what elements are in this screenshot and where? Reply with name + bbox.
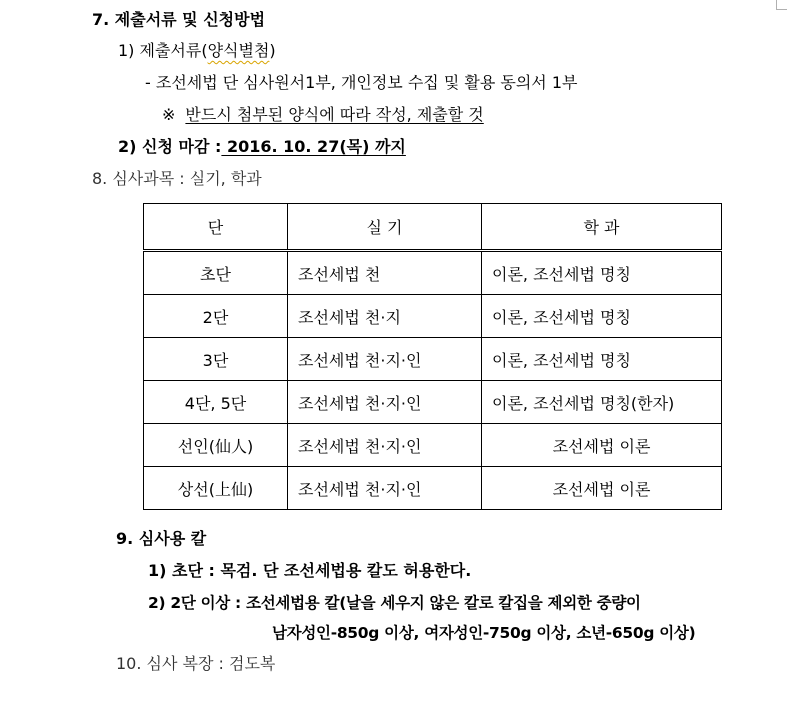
cell-dan: 4단, 5단 <box>144 381 288 424</box>
cell-dan: 3단 <box>144 338 288 381</box>
header-dan: 단 <box>144 204 288 251</box>
cell-theory: 조선세법 이론 <box>482 424 722 467</box>
cell-theory: 이론, 조선세법 명칭 <box>482 251 722 295</box>
cell-theory: 이론, 조선세법 명칭 <box>482 295 722 338</box>
exam-subjects-table <box>143 203 722 510</box>
cell-dan: 초단 <box>144 251 288 295</box>
section-9-heading: 9. 심사용 칼 <box>116 529 207 548</box>
attachment-link-text: 양식별첨 <box>207 41 270 60</box>
table-row <box>144 467 722 510</box>
cell-theory: 이론, 조선세법 명칭(한자) <box>482 381 722 424</box>
section-7-heading: 7. 제출서류 및 신청방법 <box>92 10 266 29</box>
deadline-label: 2) 신청 마감 : <box>118 137 222 156</box>
header-theory: 학 과 <box>482 204 722 251</box>
cell-practical: 조선세법 천·지·인 <box>288 467 482 510</box>
cell-theory: 이론, 조선세법 명칭 <box>482 338 722 381</box>
section-7-dash-line: - 조선세법 단 심사원서1부, 개인정보 수집 및 활용 동의서 1부 <box>145 73 578 92</box>
cell-theory: 조선세법 이론 <box>482 467 722 510</box>
cell-dan: 2단 <box>144 295 288 338</box>
note-text: 반드시 첨부된 양식에 따라 작성, 제출할 것 <box>185 105 484 124</box>
section-8-heading: 8. 심사과목 : 실기, 학과 <box>92 169 262 188</box>
item-1-suffix: ) <box>269 41 276 60</box>
table-row <box>144 251 722 295</box>
cell-practical: 조선세법 천·지·인 <box>288 424 482 467</box>
item-1-prefix: 1) 제출서류( <box>118 41 208 60</box>
table-row <box>144 381 722 424</box>
section-9-item-2-line-1: 2) 2단 이상 : 조선세법용 칼(날을 세우지 않은 칼로 칼집을 제외한 중량이 <box>148 594 641 612</box>
cell-practical: 조선세법 천·지·인 <box>288 381 482 424</box>
section-7-item-2 <box>118 136 406 158</box>
table-row <box>144 424 722 467</box>
section-10-heading: 10. 심사 복장 : 검도복 <box>116 654 276 673</box>
section-7-note <box>162 104 484 126</box>
cell-practical: 조선세법 천 <box>288 251 482 295</box>
cell-practical: 조선세법 천·지 <box>288 295 482 338</box>
deadline-value: 2016. 10. 27(목) 까지 <box>221 137 406 156</box>
header-practical: 실 기 <box>288 204 482 251</box>
cell-practical: 조선세법 천·지·인 <box>288 338 482 381</box>
page-corner-mark <box>776 0 787 10</box>
cell-dan: 선인(仙人) <box>144 424 288 467</box>
section-9-item-2-line-2: 남자성인-850g 이상, 여자성인-750g 이상, 소년-650g 이상) <box>272 624 696 642</box>
table-row <box>144 338 722 381</box>
reference-mark-icon: ※ <box>162 105 176 124</box>
cell-dan: 상선(上仙) <box>144 467 288 510</box>
section-7-item-1 <box>118 40 276 62</box>
table-row <box>144 295 722 338</box>
section-9-item-1: 1) 초단 : 목검. 단 조선세법용 칼도 허용한다. <box>148 561 472 580</box>
table-header-row <box>144 204 722 251</box>
